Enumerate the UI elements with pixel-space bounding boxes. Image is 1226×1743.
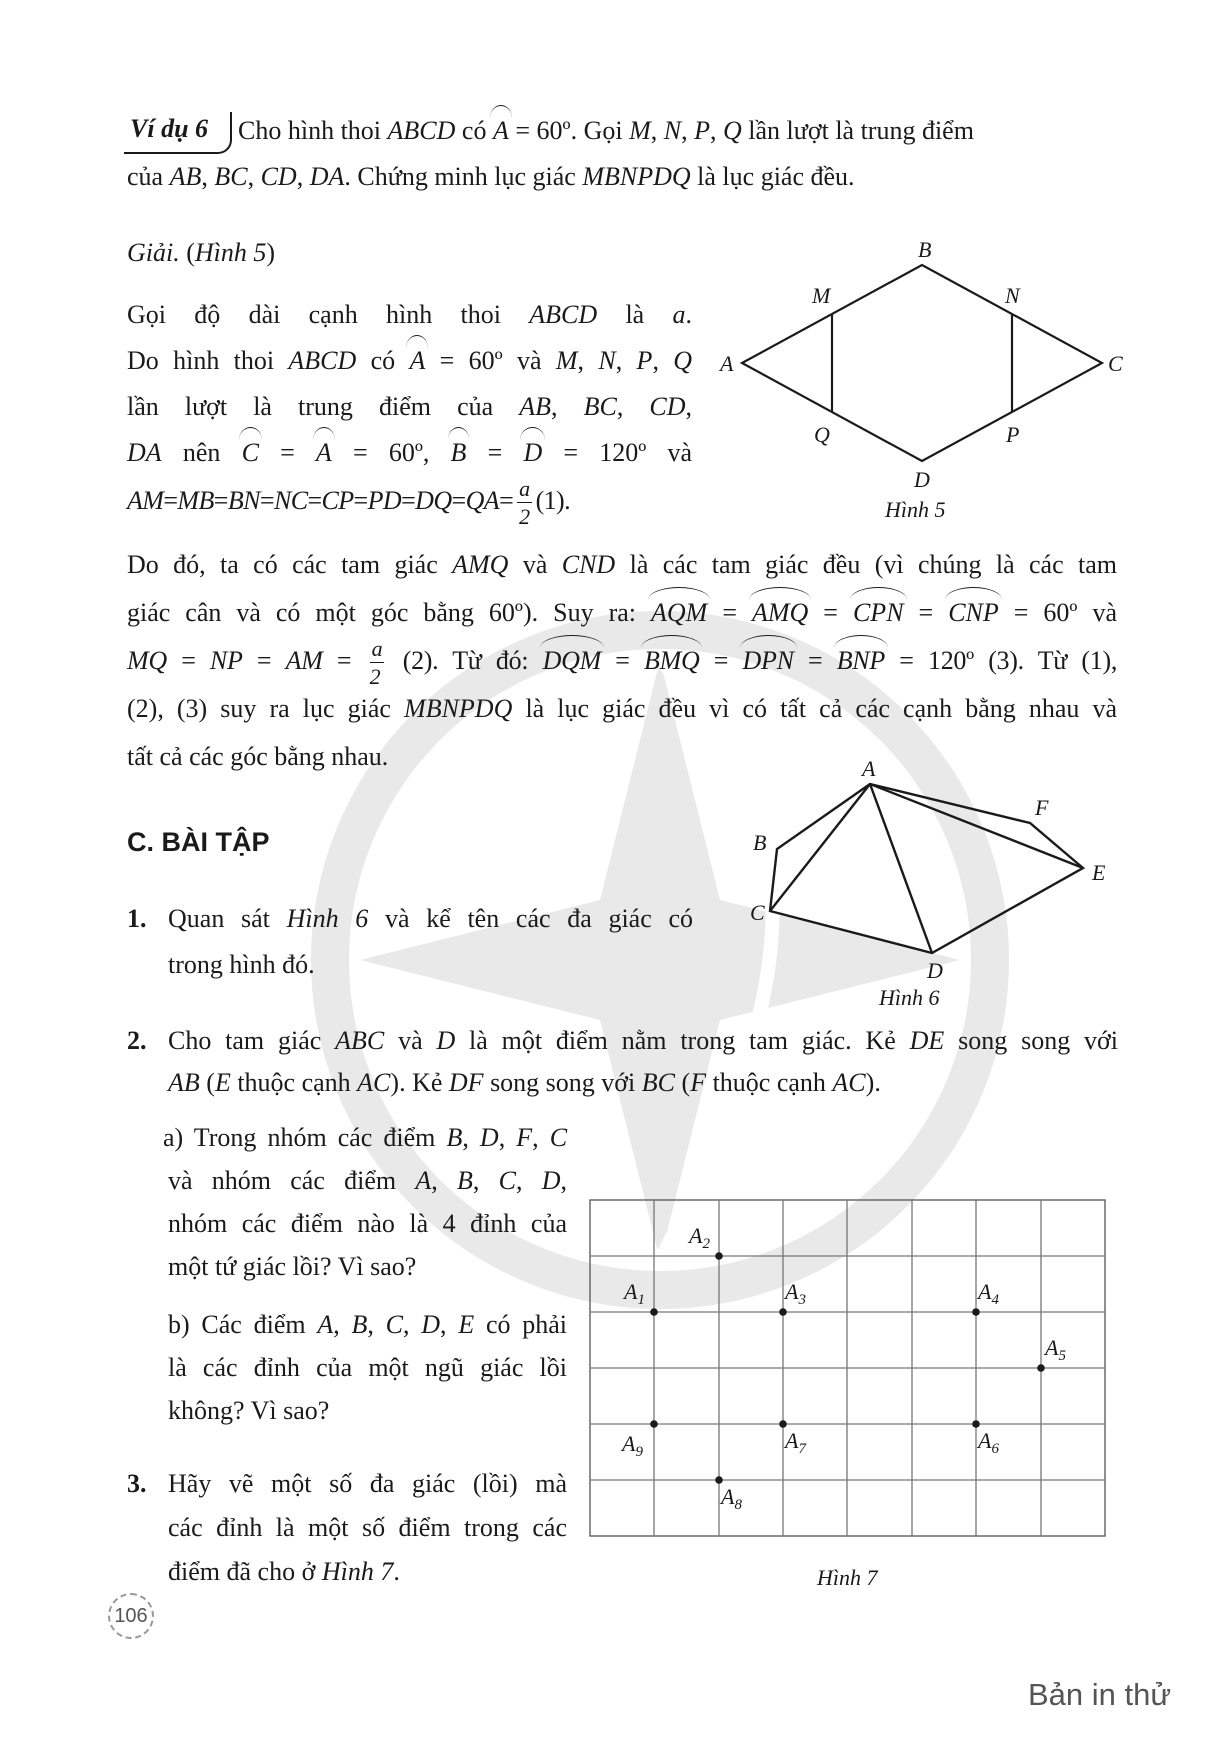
fig5-label-A: A: [720, 351, 734, 376]
exercise-2b-line-2: là các đỉnh của một ngũ giác lồi: [168, 1353, 567, 1382]
section-title: C. BÀI TẬP: [127, 827, 270, 857]
figure-5-rhombus: [700, 235, 1140, 530]
solution-heading: Giải. (Hình 5): [127, 238, 276, 267]
fig7-label-A3: $A_3$: [785, 1279, 806, 1308]
exercise-2-line-2: AB (E thuộc cạnh AC). Kẻ DF song song với BC (F thuộc cạnh AC).: [168, 1068, 881, 1097]
fig7-caption: Hình 7: [817, 1565, 878, 1590]
exercise-3-number: 3.: [127, 1469, 147, 1498]
fig7-point-A9: [650, 1420, 658, 1428]
fig6-caption: Hình 6: [879, 985, 940, 1010]
example-label: Ví dụ 6: [130, 114, 209, 143]
fig5-label-B: B: [918, 237, 932, 262]
fig6-label-C: C: [750, 900, 765, 925]
fig7-label-A1: $A_1$: [624, 1279, 645, 1308]
fig7-label-A7: $A_7$: [785, 1428, 806, 1457]
page-number: 106: [114, 1605, 148, 1627]
exercise-3-line-1: Hãy vẽ một số đa giác (lồi) mà: [168, 1469, 567, 1498]
figure-7-grid: [585, 1195, 1120, 1595]
exercise-2-line-1: Cho tam giác ABC và D là một điểm nằm trong tam giác. Kẻ DE song song với: [168, 1026, 1118, 1055]
exercise-2a-line-2: và nhóm các điểm A, B, C, D,: [168, 1166, 568, 1195]
fig5-caption: Hình 5: [885, 497, 946, 522]
fig7-label-A2: $A_2$: [689, 1223, 710, 1252]
solution-line-3: lần lượt là trung điểm của AB, BC, CD,: [127, 392, 693, 421]
fig5-label-M: M: [812, 283, 831, 308]
fig5-label-C: C: [1108, 351, 1123, 376]
solution-line-4: DA nên C = A = 60º, B = D = 120º và: [127, 430, 692, 476]
fig7-label-A5: $A_5$: [1045, 1335, 1066, 1364]
solution-line-1: Gọi độ dài cạnh hình thoi ABCD là a.: [127, 300, 693, 329]
solution-p2-line-2: giác cân và có một góc bằng 60º). Suy ra: AQM = AMQ = CPN = CNP = 60º và: [127, 590, 1117, 636]
page-number-badge: [108, 1593, 154, 1639]
fig7-point-A6: [972, 1420, 980, 1428]
fig7-point-A8: [715, 1476, 723, 1484]
fig7-label-A9: $A_9$: [622, 1431, 643, 1460]
fig7-point-A7: [779, 1420, 787, 1428]
fig7-point-A2: [715, 1252, 723, 1260]
exercise-2-number: 2.: [127, 1026, 147, 1055]
fig7-point-A5: [1037, 1364, 1045, 1372]
fig7-label-A8: $A_8$: [721, 1484, 742, 1513]
fig7-label-A6: $A_6$: [978, 1428, 999, 1457]
exercise-1-line-1: Quan sát Hình 6 và kể tên các đa giác có: [168, 904, 694, 933]
example-line-2: của AB, BC, CD, DA. Chứng minh lục giác MBNPDQ là lục giác đều.: [127, 162, 855, 191]
solution-p2-line-3: MQ = NP = AM = $\frac{a}{2}$ (2). Từ đó: DQM = BMQ = DPN = BNP = 120º (3). Từ (1),: [127, 636, 1118, 690]
figure-6-polygon: [745, 760, 1125, 1010]
exercise-2b-line-1: b) Các điểm A, B, C, D, E có phải: [168, 1310, 568, 1339]
exercise-2b-line-3: không? Vì sao?: [168, 1396, 330, 1425]
solution-line-2: Do hình thoi ABCD có A = 60º và M, N, P, Q: [127, 338, 692, 384]
exercise-2a-line-1: a) Trong nhóm các điểm B, D, F, C: [163, 1123, 568, 1152]
exercise-3-line-3: điểm đã cho ở Hình 7.: [168, 1557, 400, 1586]
exercise-2a-line-3: nhóm các điểm nào là 4 đỉnh của: [168, 1209, 567, 1238]
fig6-label-F: F: [1035, 795, 1049, 820]
fig6-label-B: B: [753, 830, 767, 855]
example-label-box: [124, 112, 232, 154]
fig7-point-A1: [650, 1308, 658, 1316]
exercise-1-number: 1.: [127, 904, 147, 933]
solution-p2-line-4: (2), (3) suy ra lục giác MBNPDQ là lục giác đều vì có tất cả các cạnh bằng nhau và: [127, 694, 1117, 723]
solution-p2-line-1: Do đó, ta có các tam giác AMQ và CND là các tam giác đều (vì chúng là các tam: [127, 550, 1117, 579]
example-line-1: Cho hình thoi ABCD có A = 60º. Gọi M, N, P, Q lần lượt là trung điểm: [238, 108, 1118, 154]
fig7-point-A3: [779, 1308, 787, 1316]
fig6-label-E: E: [1092, 860, 1106, 885]
fig7-point-A4: [972, 1308, 980, 1316]
solution-p2-line-5: tất cả các góc bằng nhau.: [127, 742, 389, 771]
fig5-label-N: N: [1005, 283, 1020, 308]
fig6-label-A: A: [862, 760, 876, 781]
fig7-label-A4: $A_4$: [978, 1279, 999, 1308]
draft-label: Bản in thử: [1028, 1677, 1172, 1712]
fig6-label-D: D: [927, 958, 943, 983]
fig5-label-D: D: [914, 467, 930, 492]
exercise-1-line-2: trong hình đó.: [168, 950, 315, 979]
exercise-2a-line-4: một tứ giác lồi? Vì sao?: [168, 1252, 417, 1281]
exercise-3-line-2: các đỉnh là một số điểm trong các: [168, 1513, 567, 1542]
solution-line-5: AM=MB=BN=NC=CP=PD=DQ=QA= $\frac{a}{2}$ (1).: [127, 476, 570, 530]
fig5-label-Q: Q: [814, 422, 830, 447]
fig5-label-P: P: [1006, 422, 1020, 447]
